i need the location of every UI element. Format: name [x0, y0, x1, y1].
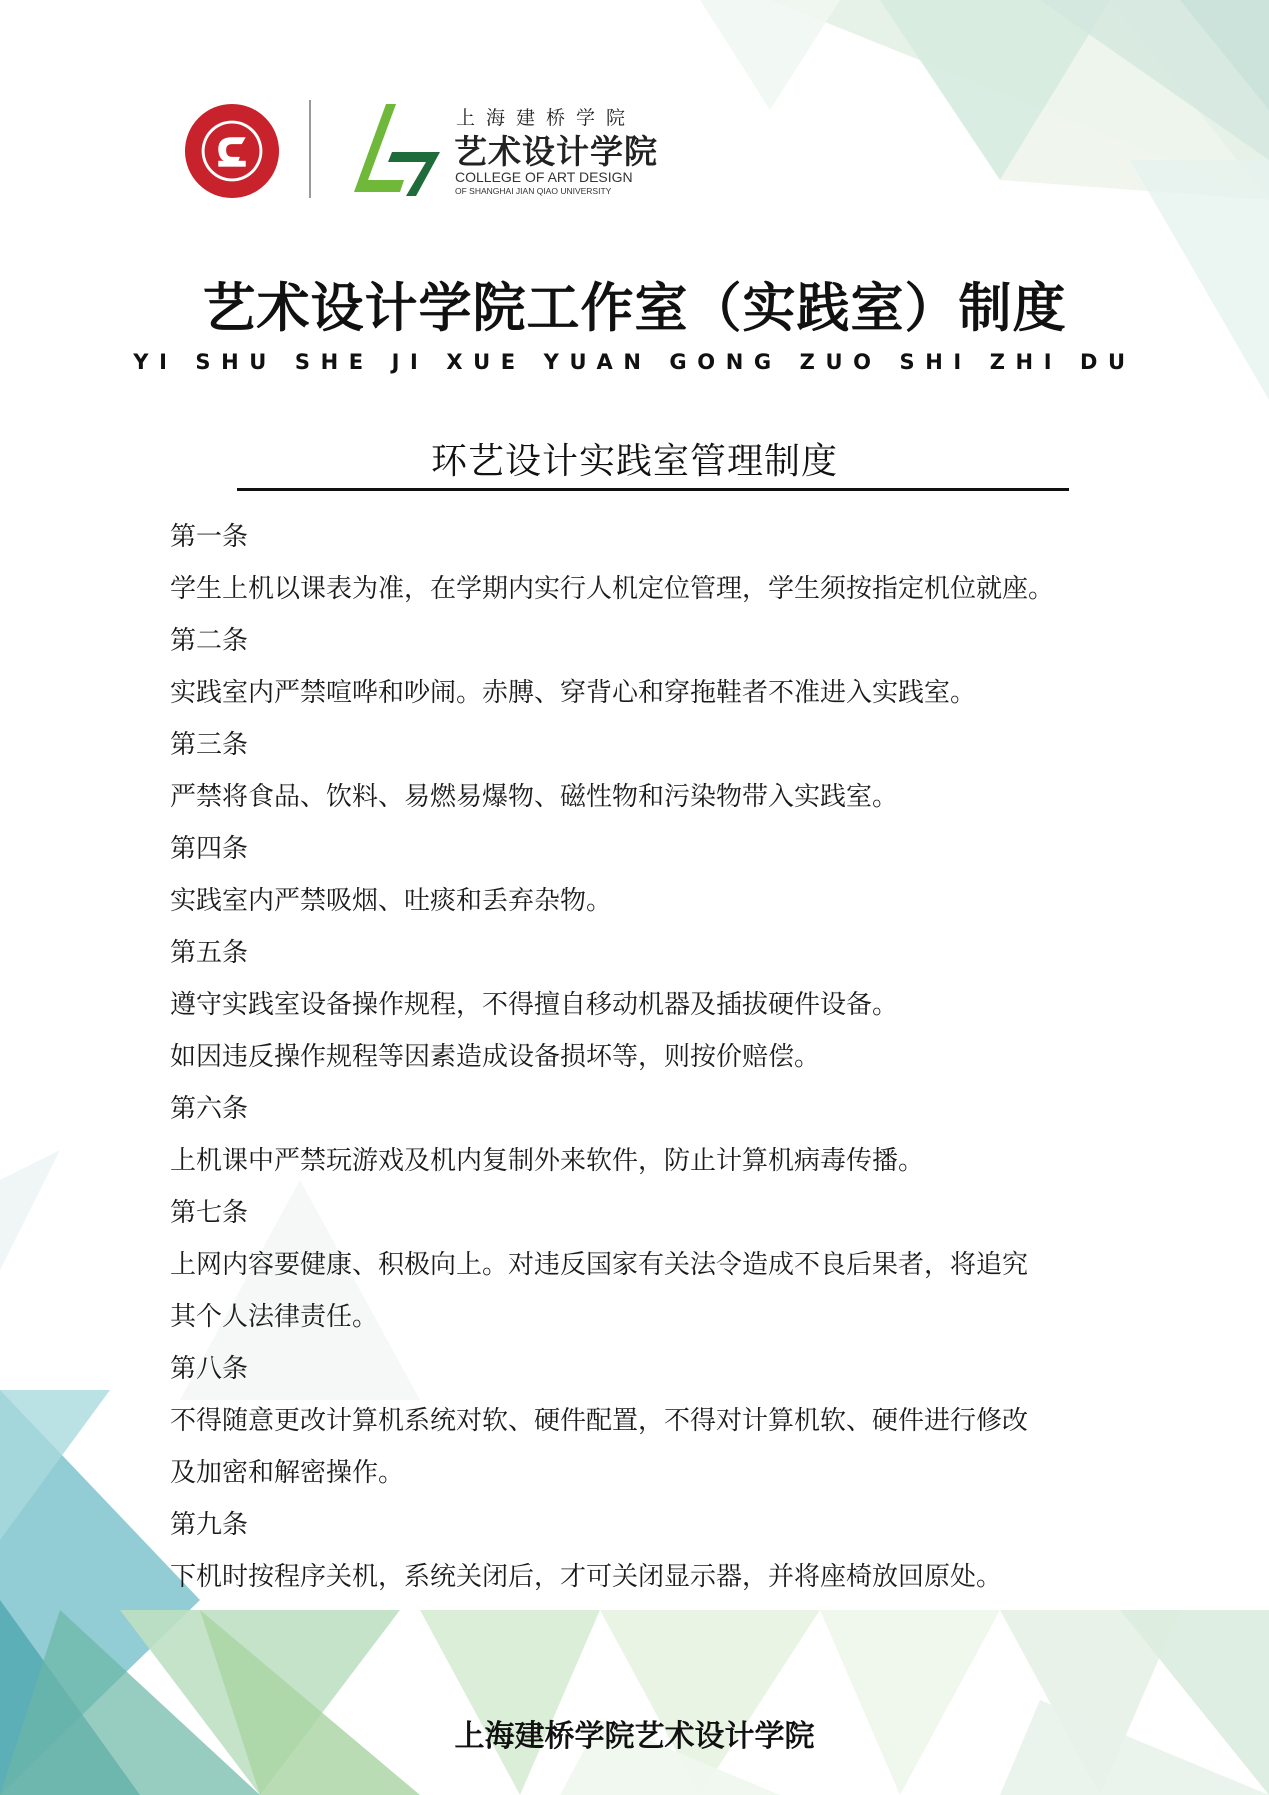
- article-label: 第六条: [170, 1094, 249, 1124]
- article-2: [170, 615, 1150, 719]
- article-text: 实践室内严禁喧哗和吵闹。赤膊、穿背心和穿拖鞋者不准进入实践室。: [170, 678, 977, 708]
- article-label: 第二条: [170, 626, 249, 656]
- article-4: [170, 823, 1150, 927]
- article-label: 第九条: [170, 1510, 249, 1540]
- article-8: [170, 1343, 1150, 1499]
- article-label: 第四条: [170, 834, 249, 864]
- article-label: 第三条: [170, 730, 249, 760]
- page-title-pinyin: YI SHU SHE JI XUE YUAN GONG ZUO SHI ZHI DU: [133, 350, 1136, 374]
- article-list: [170, 511, 1150, 1603]
- logo-university-name: 上海建桥学院: [456, 107, 637, 129]
- logo-english-name: COLLEGE OF ART DESIGN: [455, 169, 633, 185]
- page-title: 艺术设计学院工作室（实践室）制度: [202, 278, 1067, 339]
- section-title-underline: [237, 488, 1069, 491]
- article-text: 上网内容要健康、积极向上。对违反国家有关法令造成不良后果者，将追究: [170, 1250, 1029, 1280]
- article-1: [170, 511, 1150, 615]
- logo-college-name: 艺术设计学院: [454, 132, 658, 171]
- logo-divider: [309, 100, 311, 198]
- article-label: 第一条: [170, 522, 249, 552]
- article-text: 上机课中严禁玩游戏及机内复制外来软件，防止计算机病毒传播。: [170, 1146, 925, 1176]
- article-text: 下机时按程序关机，系统关闭后，才可关闭显示器，并将座椅放回原处。: [170, 1562, 1003, 1592]
- article-text: 其个人法律责任。: [170, 1302, 379, 1332]
- article-text: 如因违反操作规程等因素造成设备损坏等，则按价赔偿。: [170, 1042, 821, 1072]
- article-7: [170, 1187, 1150, 1343]
- article-label: 第八条: [170, 1354, 249, 1384]
- article-9: [170, 1499, 1150, 1603]
- logo-english-subname: OF SHANGHAI JIAN QIAO UNIVERSITY: [455, 186, 612, 196]
- university-seal-logo: [183, 102, 281, 200]
- section-title: 环艺设计实践室管理制度: [430, 441, 838, 482]
- article-label: 第五条: [170, 938, 249, 968]
- article-5: [170, 927, 1150, 1083]
- article-text: 严禁将食品、饮料、易燃易爆物、磁性物和污染物带入实践室。: [170, 782, 899, 812]
- article-6: [170, 1083, 1150, 1187]
- college-a7-logo: [344, 100, 444, 196]
- article-3: [170, 719, 1150, 823]
- footer-institution-name: 上海建桥学院艺术设计学院: [454, 1719, 815, 1754]
- article-label: 第七条: [170, 1198, 249, 1228]
- article-text: 及加密和解密操作。: [170, 1458, 405, 1488]
- article-text: 不得随意更改计算机系统对软、硬件配置，不得对计算机软、硬件进行修改: [170, 1406, 1029, 1436]
- article-text: 实践室内严禁吸烟、吐痰和丢弃杂物。: [170, 886, 613, 916]
- article-text: 学生上机以课表为准，在学期内实行人机定位管理，学生须按指定机位就座。: [170, 574, 1055, 604]
- article-text: 遵守实践室设备操作规程，不得擅自移动机器及插拔硬件设备。: [170, 990, 899, 1020]
